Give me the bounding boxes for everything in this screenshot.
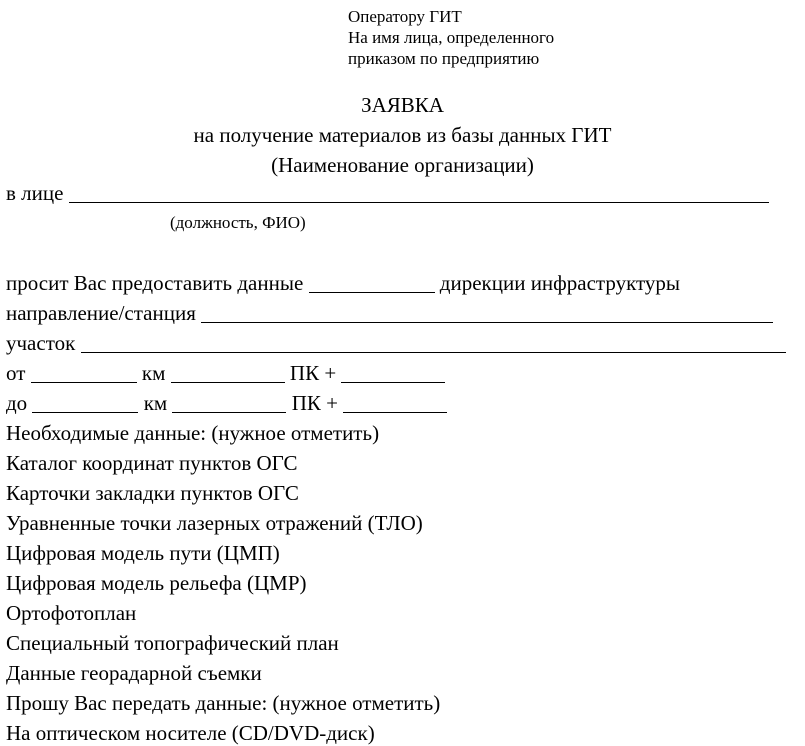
addressee-line-1: Оператору ГИТ xyxy=(348,7,462,26)
to-km-label: км xyxy=(143,391,168,415)
addressee-line-3: приказом по предприятию xyxy=(348,49,540,68)
addressee-block xyxy=(348,6,554,69)
from-field[interactable] xyxy=(31,362,137,383)
request-line xyxy=(6,271,680,295)
to-pk-field[interactable] xyxy=(343,392,447,413)
document-title xyxy=(0,90,805,180)
from-label: от xyxy=(6,361,26,385)
data-option-item[interactable]: Уравненные точки лазерных отражений (ТЛО) xyxy=(6,511,423,535)
directorate-field[interactable] xyxy=(309,272,435,293)
direction-field[interactable] xyxy=(201,302,773,323)
request-prefix: просит Вас предоставить данные xyxy=(6,271,304,295)
section-field[interactable] xyxy=(81,332,786,353)
data-option-item[interactable]: Ортофотоплан xyxy=(6,601,137,625)
data-option-item[interactable]: Каталог координат пунктов ОГС xyxy=(6,451,298,475)
title-heading: ЗАЯВКА xyxy=(361,93,444,117)
position-caption: (должность, ФИО) xyxy=(170,213,306,232)
title-subheading: на получение материалов из базы данных ГИТ xyxy=(193,123,612,147)
in-person-label: в лице xyxy=(6,181,64,205)
from-pk-field[interactable] xyxy=(341,362,445,383)
to-line xyxy=(6,391,447,415)
direction-label: направление/станция xyxy=(6,301,196,325)
in-person-field[interactable] xyxy=(69,182,769,203)
data-option-item[interactable]: Цифровая модель пути (ЦМП) xyxy=(6,541,280,565)
delivery-option-item[interactable]: На оптическом носителе (CD/DVD-диск) xyxy=(6,721,375,745)
to-label: до xyxy=(6,391,28,415)
in-person-line xyxy=(6,181,769,205)
from-pk-label: ПК + xyxy=(289,361,337,385)
from-km-label: км xyxy=(141,361,166,385)
from-line xyxy=(6,361,445,385)
to-field[interactable] xyxy=(32,392,138,413)
data-option-item[interactable]: Цифровая модель рельефа (ЦМР) xyxy=(6,571,307,595)
direction-line xyxy=(6,301,773,325)
section-label: участок xyxy=(6,331,76,355)
delivery-heading: Прошу Вас передать данные: (нужное отметить) xyxy=(6,691,441,715)
data-option-item[interactable]: Данные георадарной съемки xyxy=(6,661,262,685)
to-pk-label: ПК + xyxy=(291,391,338,415)
data-option-item[interactable]: Карточки закладки пунктов ОГС xyxy=(6,481,299,505)
title-organization: (Наименование организации) xyxy=(271,153,534,177)
section-line xyxy=(6,331,786,355)
to-km-field[interactable] xyxy=(172,392,286,413)
from-km-field[interactable] xyxy=(171,362,285,383)
data-option-item[interactable]: Специальный топографический план xyxy=(6,631,339,655)
addressee-line-2: На имя лица, определенного xyxy=(348,28,555,47)
data-needed-heading: Необходимые данные: (нужное отметить) xyxy=(6,421,380,445)
request-suffix: дирекции инфраструктуры xyxy=(439,271,681,295)
